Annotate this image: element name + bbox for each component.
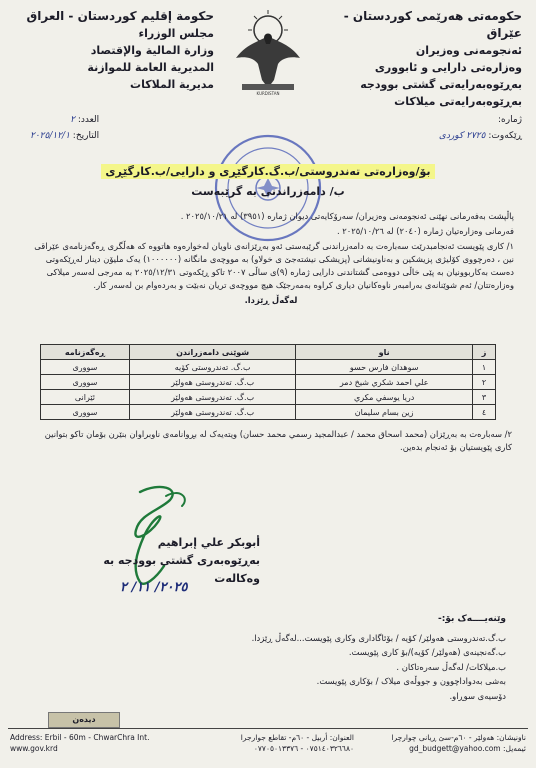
received-stamp: دیدەن (48, 712, 120, 728)
table-row (41, 390, 496, 405)
paragraph-1: ١/ کاری پێویست ئەنجامبدرێت سەبارەت بە دامەزراندنی گرێبەستی ئەو بەڕێزانەی ناویان لەخوارەوە هاتووە کە هەڵگری ڕەگەزنامەی عێراقی نین ، دەرچووی کۆلیژی پزیشکین و بەناونیشانی (پزیشکی نیشتەجێ ی خولاو) بە مووچەی مانگانە (١٠٠٠٠٠٠) یەک ملیۆن دینار لەڕێکەوتی دەست بەکاربوونیان بە پێی خاڵی دووەمی گشتاندنی دارایی ژمارە (٩)ی ساڵی ٢٠٠٧ تاکو ڕێکەوتی ٢٠٢٥/١٢/٣١ بە مەرجی لەسەر میلاکی وەزارەتتان/ ئەم شوێنانەی بەرامبەر ناوەکانیان دیاری کراوە بەمەرجێک هیچ مووچەی تریان نەبێت و بەردەوام بن لەسەر کار. (34, 241, 514, 290)
intro-paragraph: پاڵپشت بەفەرمانی نهێنی ئەنجومەنی وەزیران/ سەرۆکایەتی دیوان ژمارە (٣٩٥١) لە ٢٠٢٥/١٠/٢١ . (180, 211, 514, 221)
recipient-text: بۆ/وەزارەتی تەندروستی/ب.گ.کارگێڕی و دارایی/ب.کارگێڕی (101, 164, 434, 179)
header-index: ز (473, 345, 496, 360)
kurdistan-emblem-logo (228, 8, 308, 96)
cell-nationality: سووری (41, 360, 130, 375)
copies-heading: وێنەیــــەک بۆ:- (438, 614, 506, 624)
footer-address-ku: ناونیشان: هەولێر - ٦٠م-سێ ڕیانی چوارچرا (391, 733, 526, 742)
copy-item: ب.گ.تەندروستی هەولێر/ کۆیە / بۆئاگاداری وکاری پێویست...لەگەڵ ڕێزدا. (251, 632, 506, 643)
cell-index: ١ (473, 360, 496, 375)
cell-name: زين بسام سليمان (296, 405, 473, 420)
cell-location: ب.گ. تەندروستی کۆیە (129, 360, 295, 375)
letter-body (28, 210, 514, 309)
number-label-ar: العدد: (77, 115, 100, 125)
cell-name: دريا يوسفي مكري (296, 390, 473, 405)
footer (8, 728, 528, 763)
kurdish-date: ٢٧٢٥ کوردی (438, 131, 486, 141)
cell-nationality: ئێرانی (41, 390, 130, 405)
signer-name: أبوبكر علي إبراهيم (157, 536, 260, 549)
copy-item: ب.گەنجینەی (هەولێر/ کۆیە)/بۆ کاری پێویست. (348, 647, 506, 657)
footer-email[interactable]: ئیمەیل: gd_budgett@yahoo.com (409, 744, 526, 753)
copy-item: دۆسیەی سوڕاو. (449, 690, 506, 701)
header-name: ناو (296, 345, 473, 360)
date-label-ar: التاريخ: (72, 131, 100, 141)
reference-kurdish (439, 112, 522, 144)
table-row (41, 360, 496, 375)
copy-item: ب.میلاکات/ لەگەڵ سەرەتاکان . (396, 661, 506, 672)
subject-line: ب/ دامەزراندنی بە گرێبەست (191, 185, 345, 198)
header-arabic-line: المديرية العامة للموازنة (87, 61, 214, 74)
copies-section (176, 612, 506, 703)
header-kurdish-line: ئەنجومەنی وەزیران (415, 44, 522, 57)
cell-location: ب.گ. تەندروستی هەولێر (129, 405, 295, 420)
svg-text:KURDISTAN: KURDISTAN (256, 91, 280, 96)
cell-name: سوهدان فارس حسو (296, 360, 473, 375)
footer-arabic (194, 732, 354, 754)
header-location: شوێنی دامەزراندن (129, 345, 295, 360)
header-arabic-line: مديرية الملاكات (130, 78, 214, 91)
cell-nationality: سووری (41, 375, 130, 390)
paragraph-2: ٢/ سەبارەت بە بەڕێزان (محمد اسحاق محمد / عبدالمجید رسمي محمد حسان) ویتەیەک لە بڕوانامەی ناوبراوان بنێرن بۆمان تاکو بتوانین کاری پێویستیان بۆ ئەنجام بدەین. (44, 429, 512, 452)
regards-text: لەگەڵ ڕێزدا. (244, 295, 298, 305)
table-row (41, 375, 496, 390)
header-kurdish-line: وەزارەتی دارایی و ئابووری (374, 61, 522, 74)
signature-date: ٢٠٢٥/ ١١/ ٢ (120, 580, 188, 595)
cell-index: ٢ (473, 375, 496, 390)
cell-nationality: سووری (41, 405, 130, 420)
header-kurdish (312, 8, 522, 110)
number-value: ٢ (70, 115, 75, 125)
header-kurdish-line: بەڕێوەبەرایەتی میلاکات (394, 95, 522, 108)
footer-address-ar: العنوان: أربيل - ٦٠م- تقاطع جوارجرا (240, 733, 354, 742)
reference-arabic (30, 112, 99, 144)
copy-item: بەشی بەدواداچوون و جووڵەی میلاک / بۆکاری پێویست. (316, 676, 506, 686)
table-row (41, 405, 496, 420)
names-table (40, 344, 496, 420)
header-arabic-line: مجلس الوزراء (138, 27, 214, 40)
table-header-row (41, 345, 496, 360)
header-kurdish-line: حکومەتی هەرێمی کوردستان - عێراق (343, 9, 522, 40)
number-label: ژمارە: (497, 115, 522, 125)
header-nationality: ڕەگەزنامە (41, 345, 130, 360)
header-arabic-line: حكومة إقليم كوردستان - العراق (26, 9, 214, 23)
cell-location: ب.گ. تەندروستی هەولێر (129, 375, 295, 390)
intro-paragraph-2: فەرمانی وەزارەتیان ژمارە (٢٠٤٠) لە ٢٠٢٥/١٠/٢٦ . (336, 226, 514, 236)
footer-kurdish (366, 732, 526, 754)
footer-phone: ٠٧٥١٤٠٣٢٦٦٨٠ - ٠٧٧٠٥٠١٣٣٧٦ (253, 744, 354, 753)
footer-english (10, 732, 149, 754)
cell-index: ٤ (473, 405, 496, 420)
header-arabic-line: وزارة المالية والإقتصاد (90, 44, 214, 57)
footer-website-link[interactable]: www.gov.krd (10, 744, 58, 753)
recipient-line (100, 165, 436, 178)
date-value: ٢٠٢٥/١٢/١ (30, 131, 70, 141)
header-kurdish-line: بەڕێوەبەرایەتی گشتی بوودجە (360, 78, 522, 91)
signer-title: بەڕێوەبەری گشتی بوودجە بە وەکالەت (103, 554, 260, 585)
header-arabic (14, 8, 214, 93)
cell-location: ب.گ. تەندروستی هەولێر (129, 390, 295, 405)
footer-address: Address: Erbil - 60m - ChwarChra Int. (10, 733, 150, 742)
cell-name: علي احمد شكري شيخ دمر (296, 375, 473, 390)
cell-index: ٣ (473, 390, 496, 405)
date-label: ڕێکەوت: (488, 131, 522, 141)
